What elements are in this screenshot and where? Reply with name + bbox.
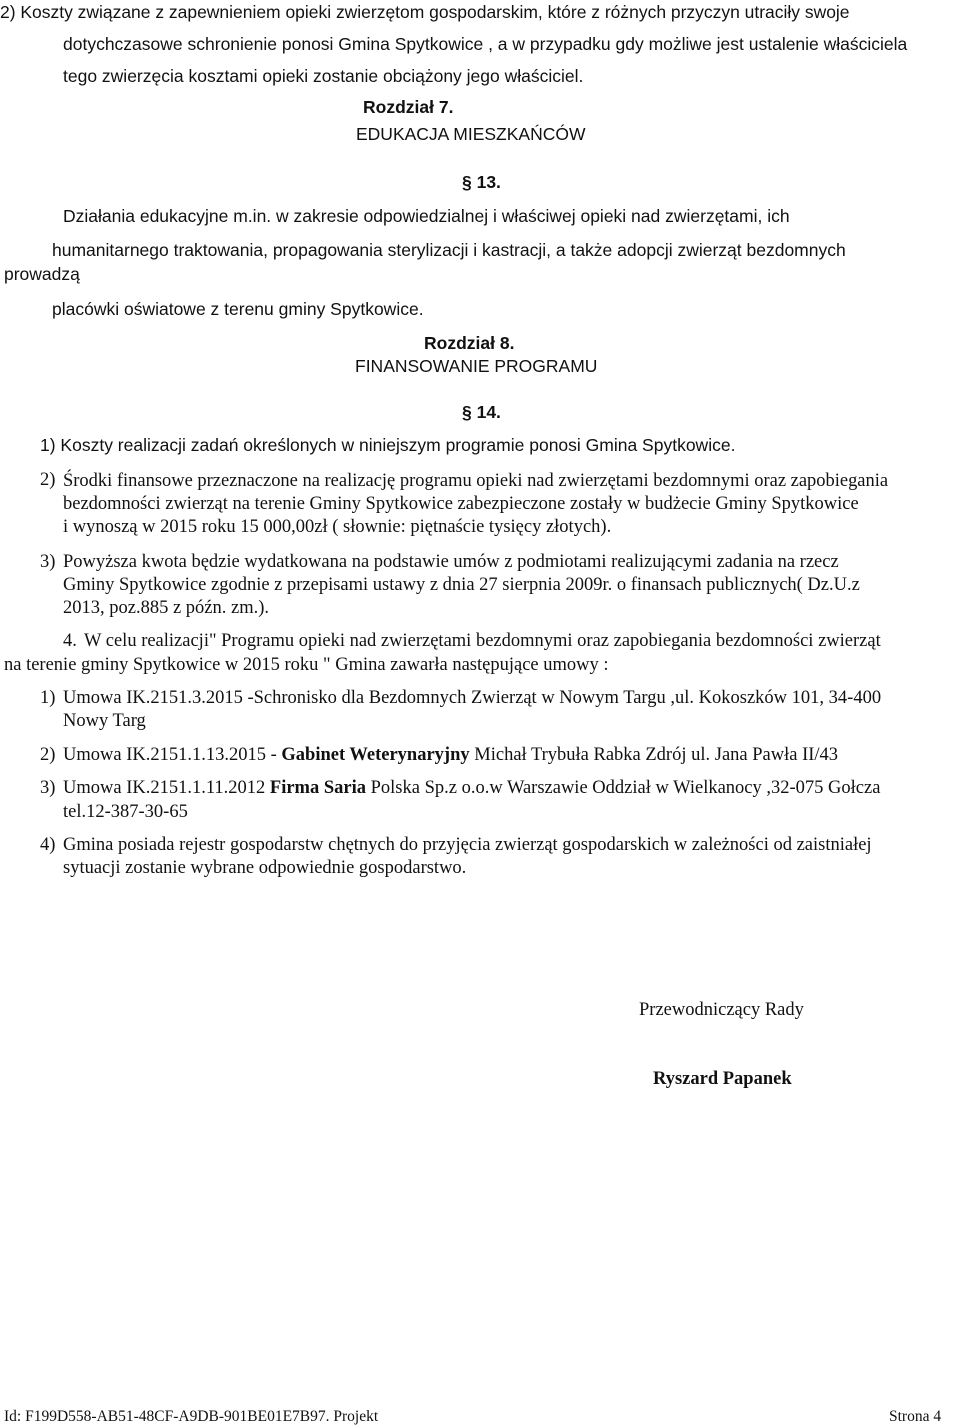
paragraph-line: 2013, poz.885 z późn. zm.).	[63, 598, 270, 618]
footer-page-number: Strona 4	[889, 1408, 942, 1425]
list-number: 3)	[40, 552, 56, 572]
contract-line	[63, 778, 880, 799]
paragraph-line: dotychczasowe schronienie ponosi Gmina Spytkowice , a w przypadku gdy możliwe jest ustalenie właściciela	[63, 34, 908, 54]
chapter-title: EDUKACJA MIESZKAŃCÓW	[356, 124, 586, 144]
contract-line: tel.12-387-30-65	[63, 802, 188, 822]
paragraph-line: prowadzą	[4, 264, 80, 284]
list-number: 2)	[40, 745, 56, 765]
paragraph-line: Gmina posiada rejestr gospodarstw chętnych do przyjęcia zwierząt gospodarskich w zależności od zaistniałej	[63, 835, 872, 855]
contract-line: Umowa IK.2151.3.2015 -Schronisko dla Bezdomnych Zwierząt w Nowym Targu ,ul. Kokoszków 101, 34-400	[63, 688, 882, 708]
contract-line: Nowy Targ	[63, 711, 146, 731]
paragraph-line: W celu realizacji" Programu opieki nad zwierzętami bezdomnymi oraz zapobiegania bezdomności zwierząt	[84, 631, 881, 651]
paragraph-line: Gminy Spytkowice zgodnie z przepisami ustawy z dnia 27 sierpnia 2009r. o finansach publicznych( Dz.U.z	[63, 575, 860, 595]
list-number: 1)	[40, 688, 56, 708]
text: Umowa IK.2151.1.11.2012	[63, 778, 270, 798]
paragraph-line: tego zwierzęcia kosztami opieki zostanie obciążony jego właściciel.	[63, 66, 584, 86]
chapter-heading: Rozdział 7.	[363, 97, 454, 117]
section-number: § 14.	[462, 402, 501, 422]
paragraph-line: Powyższa kwota będzie wydatkowana na podstawie umów z podmiotami realizującymi zadania na rzecz	[63, 552, 839, 572]
text: Polska Sp.z o.o.w Warszawie Oddział w Wielkanocy ,32-075 Gołcza	[365, 778, 881, 798]
list-number: 4)	[40, 835, 56, 855]
section-number: § 13.	[462, 172, 501, 192]
signature-name: Ryszard Papanek	[653, 1069, 792, 1089]
paragraph-line: humanitarnego traktowania, propagowania sterylizacji i kastracji, a także adopcji zwierząt bezdomnych	[52, 240, 846, 260]
paragraph-line: sytuacji zostanie wybrane odpowiednie gospodarstwo.	[63, 858, 467, 878]
chapter-heading: Rozdział 8.	[424, 333, 515, 353]
company-name: Gabinet Weterynaryjny	[281, 745, 470, 765]
list-number: 4.	[63, 631, 77, 651]
paragraph-line: bezdomności zwierząt na terenie Gminy Spytkowice zabezpieczone zostały w budżecie Gminy Spytkowice	[63, 494, 859, 514]
paragraph-line: i wynoszą w 2015 roku 15 000,00zł ( słownie: piętnaście tysięcy złotych).	[63, 517, 612, 537]
paragraph-line	[63, 470, 959, 491]
paragraph-line: 1) Koszty realizacji zadań określonych w niniejszym programie ponosi Gmina Spytkowice.	[40, 435, 736, 455]
company-name: Firma Saria	[269, 778, 366, 798]
text: Środki finansowe przeznaczone na realizację programu opieki nad zwierzętami bezdomnymi oraz zapobiegania	[63, 470, 889, 490]
text: 2) Koszty związane z zapewnieniem opieki zwierzętom gospodarskim, które z różnych przyczyn utraciły swoje	[0, 2, 850, 22]
list-number: 3)	[40, 778, 56, 798]
paragraph-line: Działania edukacyjne m.in. w zakresie odpowiedzialnej i właściwej opieki nad zwierzętami, ich	[63, 206, 790, 226]
paragraph-line: placówki oświatowe z terenu gminy Spytkowice.	[52, 299, 424, 319]
text: Michał Trybuła Rabka Zdrój ul. Jana Pawła II/43	[469, 745, 839, 765]
paragraph-line: na terenie gminy Spytkowice w 2015 roku " Gmina zawarła następujące umowy :	[4, 655, 609, 675]
footer-document-id: Id: F199D558-AB51-48CF-A9DB-901BE01E7B97. Projekt	[4, 1408, 379, 1425]
paragraph-line	[0, 2, 959, 23]
chapter-title: FINANSOWANIE PROGRAMU	[355, 356, 598, 376]
text: Umowa IK.2151.1.13.2015 -	[63, 745, 282, 765]
contract-line	[63, 745, 838, 766]
list-number: 2)	[40, 470, 56, 490]
signature-role: Przewodniczący Rady	[639, 1000, 804, 1020]
